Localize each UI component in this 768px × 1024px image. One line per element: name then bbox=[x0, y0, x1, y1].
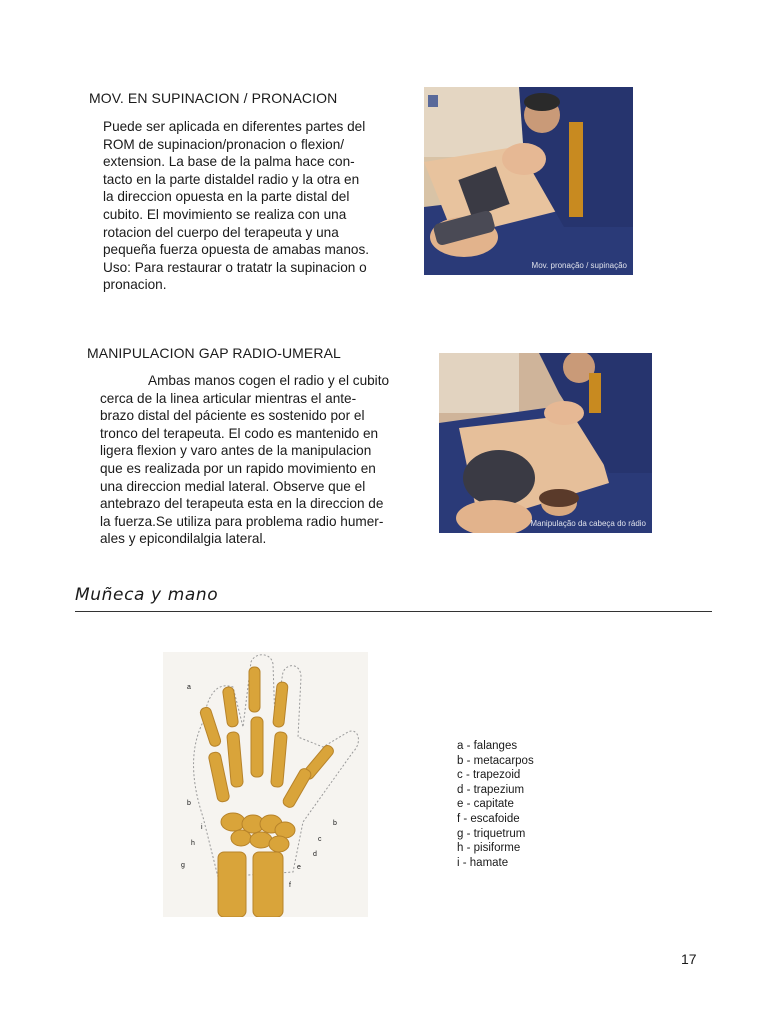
diagram-label: i bbox=[201, 824, 203, 831]
legend-item: h - pisiforme bbox=[457, 842, 521, 855]
paragraph-line: rotacion del cuerpo del terapeuta y una bbox=[103, 224, 339, 240]
paragraph-line: tronco del terapeuta. El codo es mantenido en bbox=[100, 425, 379, 441]
paragraph-line: ales y epicondilalgia lateral. bbox=[100, 531, 267, 547]
legend-item: e - capitate bbox=[457, 798, 514, 811]
supination-photo-illustration bbox=[424, 87, 633, 275]
legend-item: d - trapezium bbox=[457, 783, 525, 796]
legend-item: f - escafoide bbox=[457, 812, 520, 825]
supination-photo bbox=[424, 87, 633, 275]
diagram-label: h bbox=[191, 840, 195, 847]
paragraph-line: antebrazo del terapeuta esta en la direccion de bbox=[100, 496, 384, 512]
hand-skeleton-illustration bbox=[163, 652, 368, 917]
diagram-label: e bbox=[297, 864, 301, 871]
diagram-label: g bbox=[181, 862, 185, 869]
paragraph-line: pequeña fuerza opuesta de amabas manos. bbox=[103, 242, 370, 258]
paragraph-line: cubito. El movimiento se realiza con una bbox=[103, 206, 347, 222]
paragraph-line: brazo distal del páciente es sostenido por el bbox=[100, 408, 365, 424]
legend-item: g - triquetrum bbox=[457, 827, 526, 840]
paragraph-line: tacto en la parte distaldel radio y la otra en bbox=[103, 171, 360, 187]
bone-legend bbox=[457, 739, 534, 870]
section-divider bbox=[75, 611, 712, 612]
paragraph-line: pronacion. bbox=[103, 277, 167, 293]
paragraph-line: una direccion medial lateral. Observe que el bbox=[100, 478, 366, 494]
diagram-label: a bbox=[187, 684, 191, 691]
page-number: 17 bbox=[681, 951, 697, 967]
paragraph-line: ROM de supinacion/pronacion o flexion/ bbox=[103, 136, 345, 152]
paragraph-line: Puede ser aplicada en diferentes partes del bbox=[103, 119, 366, 134]
diagram-label: c bbox=[318, 836, 322, 843]
supination-paragraph bbox=[103, 118, 369, 294]
diagram-label: b bbox=[333, 820, 337, 827]
legend-item: b - metacarpos bbox=[457, 754, 534, 767]
paragraph-line: cerca de la linea articular mientras el ante- bbox=[100, 390, 357, 406]
section-heading-gap-manipulation: MANIPULACION GAP RADIO-UMERAL bbox=[87, 345, 341, 361]
section-title-wrist-hand: Muñeca y mano bbox=[75, 585, 219, 605]
paragraph-line: Uso: Para restaurar o tratatr la supinacion o bbox=[103, 259, 367, 275]
legend-item: c - trapezoid bbox=[457, 769, 521, 782]
paragraph-line: la direccion opuesta en la parte distal del bbox=[103, 189, 350, 205]
legend-item: a - falanges bbox=[457, 740, 518, 752]
paragraph-line: Ambas manos cogen el radio y el cubito bbox=[148, 373, 390, 388]
gap-manipulation-photo bbox=[439, 353, 652, 533]
paragraph-line: la fuerza.Se utiliza para problema radio humer- bbox=[100, 513, 384, 529]
paragraph-line: extension. La base de la palma hace con- bbox=[103, 154, 355, 170]
paragraph-line: ligera flexion y varo antes de la manipulacion bbox=[100, 443, 372, 459]
gap-manipulation-paragraph bbox=[100, 372, 389, 548]
legend-item: i - hamate bbox=[457, 856, 509, 869]
photo-caption: Mov. pronação / supinação bbox=[531, 261, 627, 270]
gap-manipulation-photo-illustration bbox=[439, 353, 652, 533]
diagram-label: b bbox=[187, 800, 191, 807]
diagram-label: d bbox=[313, 851, 317, 858]
hand-skeleton-diagram bbox=[163, 652, 368, 917]
paragraph-line: que es realizada por un rapido movimiento en bbox=[100, 460, 376, 476]
photo-caption: Manipulação da cabeça do rádio bbox=[530, 519, 646, 528]
section-heading-supination: MOV. EN SUPINACION / PRONACION bbox=[89, 90, 338, 106]
diagram-label: f bbox=[289, 882, 291, 889]
